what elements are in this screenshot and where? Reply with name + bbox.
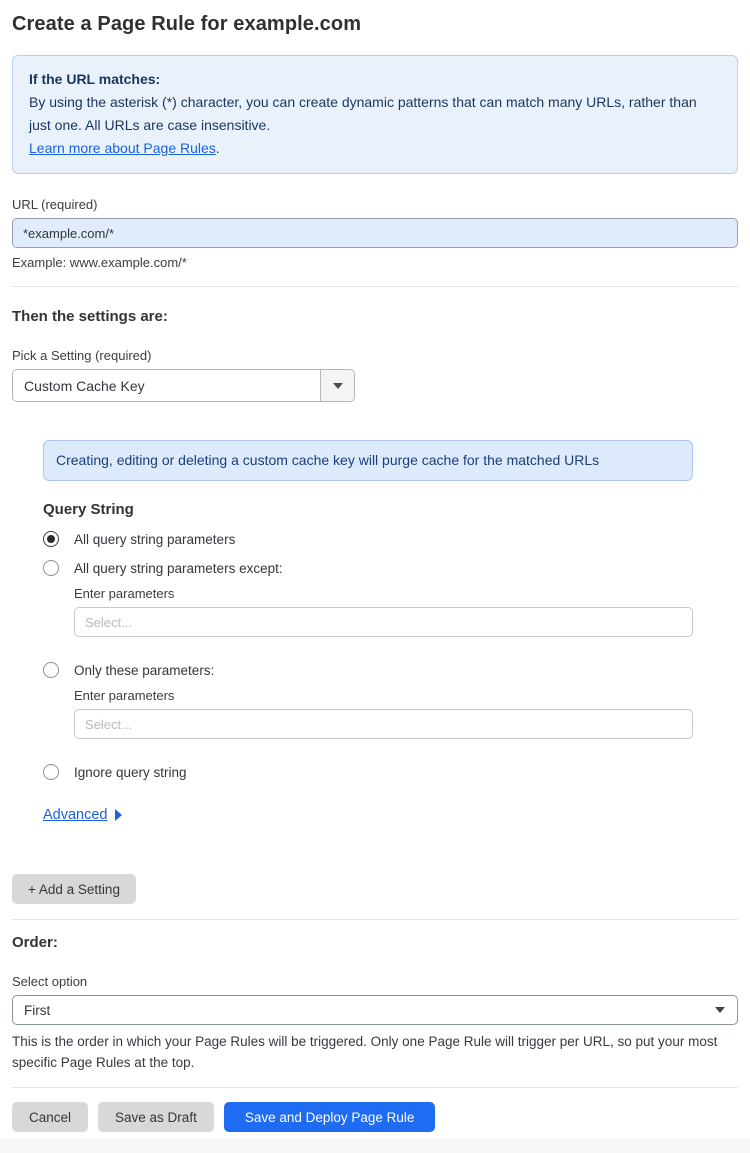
setting-select-value: Custom Cache Key [24,377,145,394]
radio-all-query-params[interactable] [43,531,738,547]
page-title: Create a Page Rule for example.com [12,13,362,35]
only-parameters-input[interactable] [74,709,693,739]
learn-more-link[interactable]: Learn more about Page Rules [29,140,216,156]
page-background-strip [0,1139,750,1153]
enter-parameters-label: Enter parameters [74,688,175,703]
divider [12,919,738,920]
advanced-link[interactable]: Advanced [43,807,108,823]
radio-icon[interactable] [43,531,59,547]
radio-label: All query string parameters except: [74,560,283,576]
order-description: This is the order in which your Page Rules will be triggered. Only one Page Rule will trigger per URL, so put your most specific Page Rules at the top. [12,1034,718,1070]
save-deploy-button[interactable]: Save and Deploy Page Rule [224,1102,436,1132]
radio-label: All query string parameters [74,531,236,547]
cancel-button[interactable]: Cancel [12,1102,88,1132]
order-select[interactable] [12,995,738,1025]
url-input[interactable] [12,218,738,248]
order-select-value: First [24,1002,51,1018]
url-example: Example: www.example.com/* [12,255,187,270]
pick-setting-label: Pick a Setting (required) [12,348,152,363]
info-box-heading: If the URL matches: [29,71,161,87]
cache-key-notice: Creating, editing or deleting a custom cache key will purge cache for the matched URLs [43,440,693,481]
radio-icon[interactable] [43,662,59,678]
except-parameters-input[interactable] [74,607,693,637]
radio-label: Only these parameters: [74,662,215,678]
divider [12,286,738,287]
radio-label: Ignore query string [74,764,187,780]
except-parameters-block [74,586,738,637]
info-box-link-line [29,137,721,160]
radio-only-these[interactable] [43,662,738,678]
only-parameters-block [74,688,738,739]
radio-ignore-query-string[interactable] [43,764,738,780]
settings-heading: Then the settings are: [12,308,168,325]
info-box-body: By using the asterisk (*) character, you can create dynamic patterns that can match many URLs, rather than just one. All URLs are case insensitive. [29,94,697,133]
add-setting-button[interactable]: + Add a Setting [12,874,136,904]
arrow-right-icon [115,809,122,821]
advanced-link-row [43,807,738,823]
radio-icon[interactable] [43,560,59,576]
enter-parameters-label: Enter parameters [74,586,175,601]
url-label: URL (required) [12,197,98,212]
chevron-down-icon [333,383,343,389]
footer-actions [12,1102,738,1132]
url-match-info-box [12,55,738,174]
create-page-rule-form [0,10,750,1153]
setting-select-arrow-segment[interactable] [320,370,354,401]
order-select-label: Select option [12,974,88,989]
radio-all-except[interactable] [43,560,738,576]
radio-icon[interactable] [43,764,59,780]
save-draft-button[interactable]: Save as Draft [98,1102,214,1132]
divider [12,1087,738,1088]
chevron-down-icon [715,1007,725,1013]
query-string-heading: Query String [43,501,134,518]
setting-select[interactable] [12,369,355,402]
link-suffix: . [215,140,220,156]
order-heading: Order: [12,934,58,951]
